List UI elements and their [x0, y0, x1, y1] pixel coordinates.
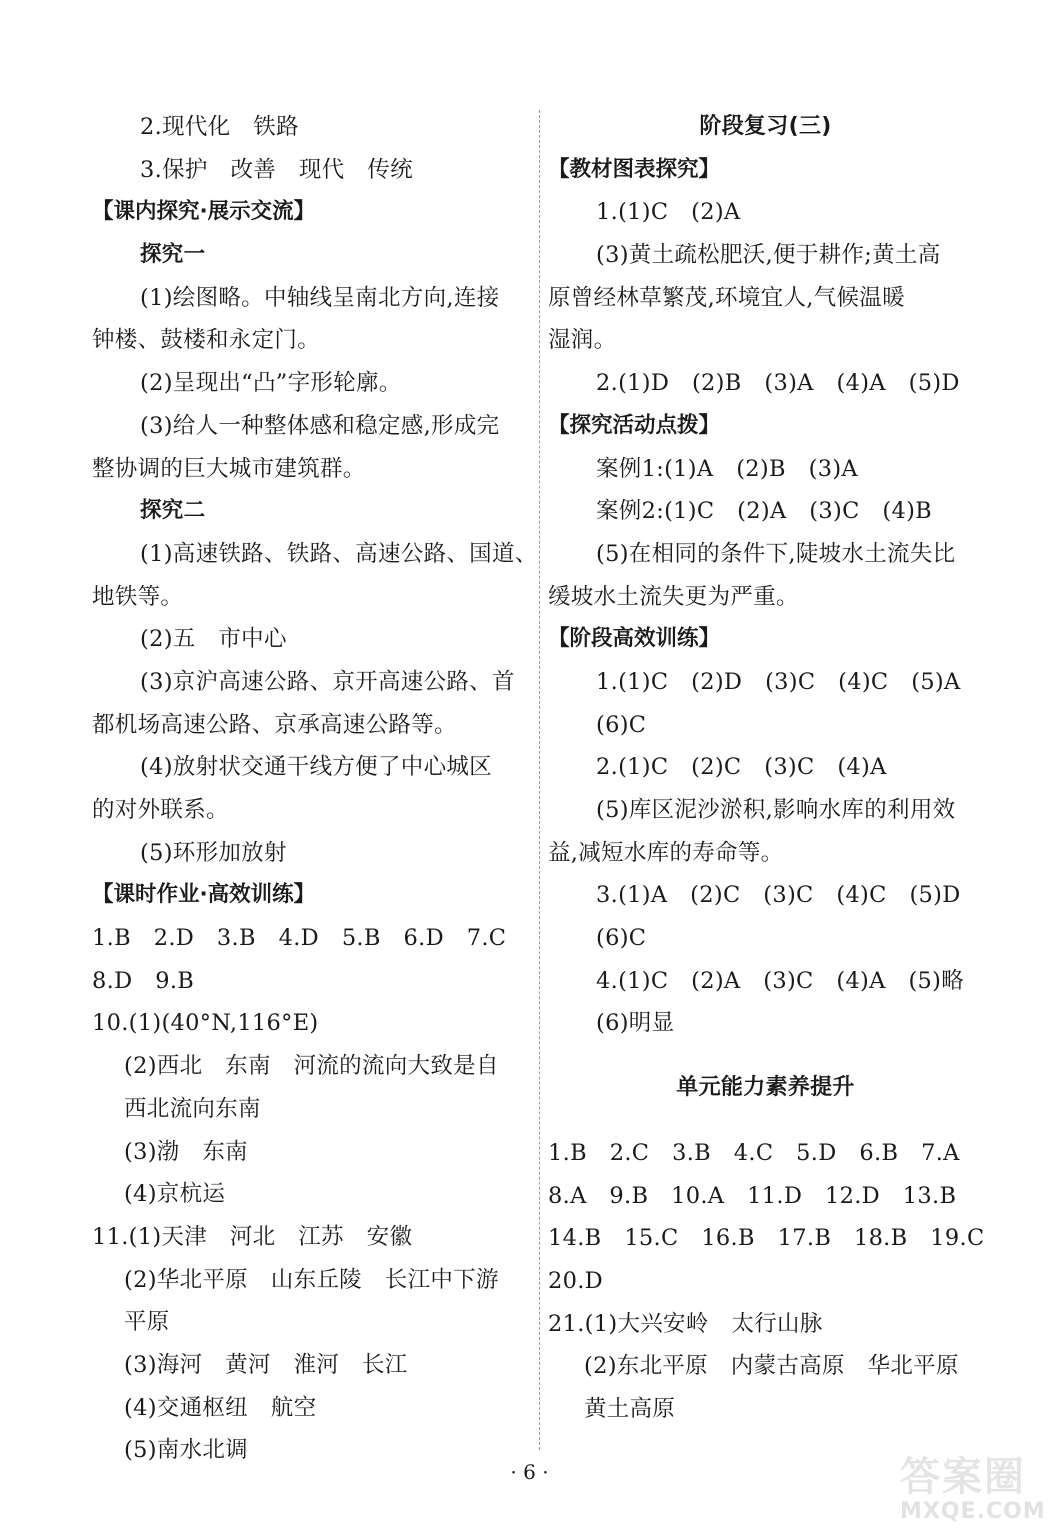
answer-line: (1)高速铁路、铁路、高速公路、国道、	[140, 540, 538, 567]
section-heading: 【教材图表探究】	[548, 156, 721, 182]
answer-line: 益,减短水库的寿命等。	[548, 839, 784, 866]
answer-line: 14.B 15.C 16.B 17.B 18.B 19.C	[548, 1225, 985, 1252]
page-number: · 6 ·	[510, 1460, 549, 1484]
answer-line: 10.(1)(40°N,116°E)	[92, 1010, 319, 1037]
section-heading: 【课时作业·高效训练】	[92, 882, 316, 908]
answer-line: (4)京杭运	[124, 1181, 226, 1208]
answer-line: (5)库区泥沙淤积,影响水库的利用效	[596, 797, 956, 823]
chapter-title: 阶段复习(三)	[699, 114, 832, 139]
chapter-title: 单元能力素养提升	[676, 1075, 855, 1101]
watermark-url: MXQE.COM	[900, 1499, 1046, 1524]
answer-line: 1.B 2.C 3.B 4.C 5.D 6.B 7.A	[548, 1139, 960, 1166]
answer-line: (2)西北 东南 河流的流向大致是自	[124, 1053, 499, 1080]
watermark-logo-text: 答案圈	[900, 1454, 1026, 1500]
answer-line: 2.现代化 铁路	[140, 114, 299, 140]
answer-line: 20.D	[548, 1267, 604, 1294]
answer-line: 钟楼、鼓楼和永定门。	[92, 327, 321, 354]
answer-line: (5)南水北调	[124, 1437, 248, 1464]
section-heading: 【课内探究·展示交流】	[92, 199, 316, 225]
answer-line: 整协调的巨大城市建筑群。	[92, 455, 366, 482]
answer-line: (2)呈现出“凸”字形轮廓。	[140, 370, 402, 397]
section-heading: 【探究活动点拨】	[548, 412, 721, 438]
subsection-heading: 探究二	[140, 498, 206, 524]
answer-line: (3)海河 黄河 淮河 长江	[124, 1351, 408, 1378]
answer-line: 案例1:(1)A (2)B (3)A	[596, 455, 858, 482]
answer-line: (4)放射状交通干线方便了中心城区	[140, 754, 492, 781]
answer-line: (6)C	[596, 711, 647, 738]
answer-line: 3.(1)A (2)C (3)C (4)C (5)D	[596, 882, 961, 909]
answer-line: (3)渤 东南	[124, 1138, 248, 1165]
answer-line: (3)京沪高速公路、京开高速公路、首	[140, 668, 515, 695]
answer-line: (5)环形加放射	[140, 839, 287, 866]
answer-line: (2)东北平原 内蒙古高原 华北平原	[584, 1353, 959, 1380]
answer-line: 2.(1)C (2)C (3)C (4)A	[596, 754, 887, 781]
answer-line: (5)在相同的条件下,陡坡水土流失比	[596, 540, 956, 567]
answer-line: (4)交通枢纽 航空	[124, 1394, 317, 1421]
answer-line: 缓坡水土流失更为严重。	[548, 583, 799, 610]
answer-line: (3)黄土疏松肥沃,便于耕作;黄土高	[596, 242, 941, 269]
answer-line: 1.(1)C (2)D (3)C (4)C (5)A	[596, 668, 961, 695]
answer-line: 的对外联系。	[92, 797, 229, 823]
answer-line: (2)华北平原 山东丘陵 长江中下游	[124, 1266, 499, 1293]
answer-line: 都机场高速公路、京承高速公路等。	[92, 711, 457, 738]
answer-line: 11.(1)天津 河北 江苏 安徽	[92, 1223, 413, 1250]
left-column	[92, 106, 538, 1472]
answer-line: 湿润。	[548, 327, 617, 354]
answer-line: (6)C	[596, 925, 647, 952]
answer-line: (3)给人一种整体感和稳定感,形成完	[140, 412, 500, 439]
answer-line: 西北流向东南	[124, 1095, 261, 1122]
answer-line: 8.A 9.B 10.A 11.D 12.D 13.B	[548, 1182, 957, 1209]
right-column	[548, 106, 983, 1431]
answer-line: 8.D 9.B	[92, 967, 195, 994]
answer-line: 平原	[124, 1309, 170, 1336]
watermark-logo	[900, 1455, 1050, 1530]
answer-line: 案例2:(1)C (2)A (3)C (4)B	[596, 498, 932, 525]
answer-line: (6)明显	[596, 1010, 675, 1037]
section-heading: 【阶段高效训练】	[548, 626, 721, 652]
answer-line: 1.(1)C (2)A	[596, 199, 741, 226]
answer-line: 3.保护 改善 现代 传统	[140, 156, 413, 183]
answer-line: 1.B 2.D 3.B 4.D 5.B 6.D 7.C	[92, 925, 507, 952]
answer-line: 2.(1)D (2)B (3)A (4)A (5)D	[596, 370, 960, 397]
answer-line: 21.(1)大兴安岭 太行山脉	[548, 1310, 823, 1337]
answer-line: 黄土高原	[584, 1395, 676, 1422]
answer-line: 原曾经林草繁茂,环境宜人,气候温暖	[548, 284, 905, 311]
subsection-heading: 探究一	[140, 242, 206, 268]
answer-line: (1)绘图略。中轴线呈南北方向,连接	[140, 284, 500, 311]
answer-line: (2)五 市中心	[140, 626, 287, 653]
column-divider	[539, 110, 540, 1450]
answer-line: 4.(1)C (2)A (3)C (4)A (5)略	[596, 967, 965, 994]
answer-line: 地铁等。	[92, 583, 184, 610]
